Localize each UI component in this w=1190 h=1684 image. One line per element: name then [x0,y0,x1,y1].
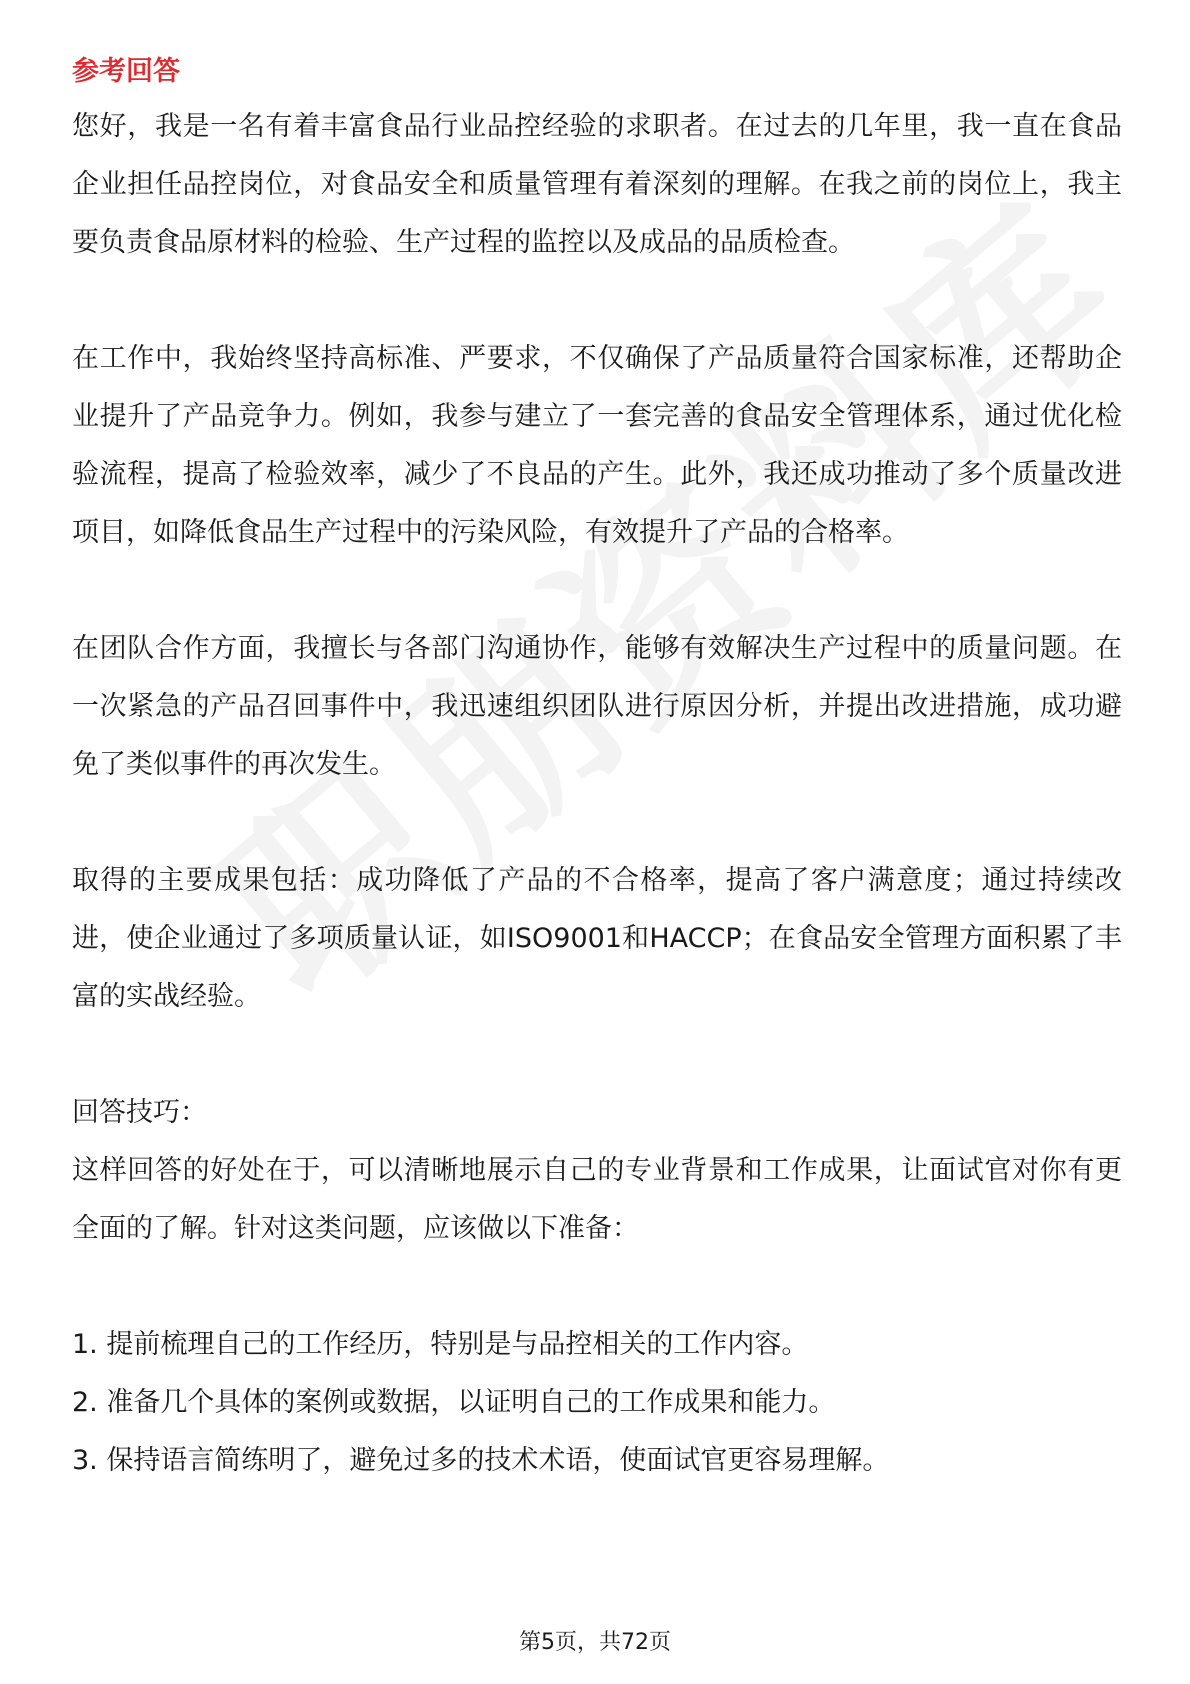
section-heading: 参考回答 [72,56,180,87]
answer-paragraph-4: 取得的主要成果包括：成功降低了产品的不合格率，提高了客户满意度；通过持续改进，使企业通过了多项质量认证，如ISO9001和HACCP；在食品安全管理方面积累了丰富的实战经验。 [72,865,1122,1012]
tips-title: 回答技巧： [72,1097,207,1128]
paragraph-spacer [72,562,1122,620]
tips-list-item: 3. 保持语言简练明了，避免过多的技术术语，使面试官更容易理解。 [72,1445,890,1476]
tips-list-item: 2. 准备几个具体的案例或数据，以证明自己的工作成果和能力。 [72,1387,836,1418]
document-body [72,48,1122,1490]
paragraph-spacer [72,272,1122,330]
tips-list-item: 1. 提前梳理自己的工作经历，特别是与品控相关的工作内容。 [72,1329,809,1360]
page-footer: 第5页，共72页 [519,1630,671,1655]
answer-paragraph-1: 您好，我是一名有着丰富食品行业品控经验的求职者。在过去的几年里，我一直在食品企业担任品控岗位，对食品安全和质量管理有着深刻的理解。在我之前的岗位上，我主要负责食品原材料的检验、生产过程的监控以及成品的品质检查。 [72,111,1122,258]
paragraph-spacer [72,1258,1122,1316]
tips-intro: 这样回答的好处在于，可以清晰地展示自己的专业背景和工作成果，让面试官对你有更全面的了解。针对这类问题，应该做以下准备： [72,1155,1122,1244]
answer-paragraph-2: 在工作中，我始终坚持高标准、严要求，不仅确保了产品质量符合国家标准，还帮助企业提升了产品竞争力。例如，我参与建立了一套完善的食品安全管理体系，通过优化检验流程，提高了检验效率，减少了不良品的产生。此外，我还成功推动了多个质量改进项目，如降低食品生产过程中的污染风险，有效提升了产品的合格率。 [72,343,1122,548]
paragraph-spacer [72,794,1122,852]
answer-paragraph-3: 在团队合作方面，我擅长与各部门沟通协作，能够有效解决生产过程中的质量问题。在一次紧急的产品召回事件中，我迅速组织团队进行原因分析，并提出改进措施，成功避免了类似事件的再次发生。 [72,633,1122,780]
paragraph-spacer [72,1026,1122,1084]
